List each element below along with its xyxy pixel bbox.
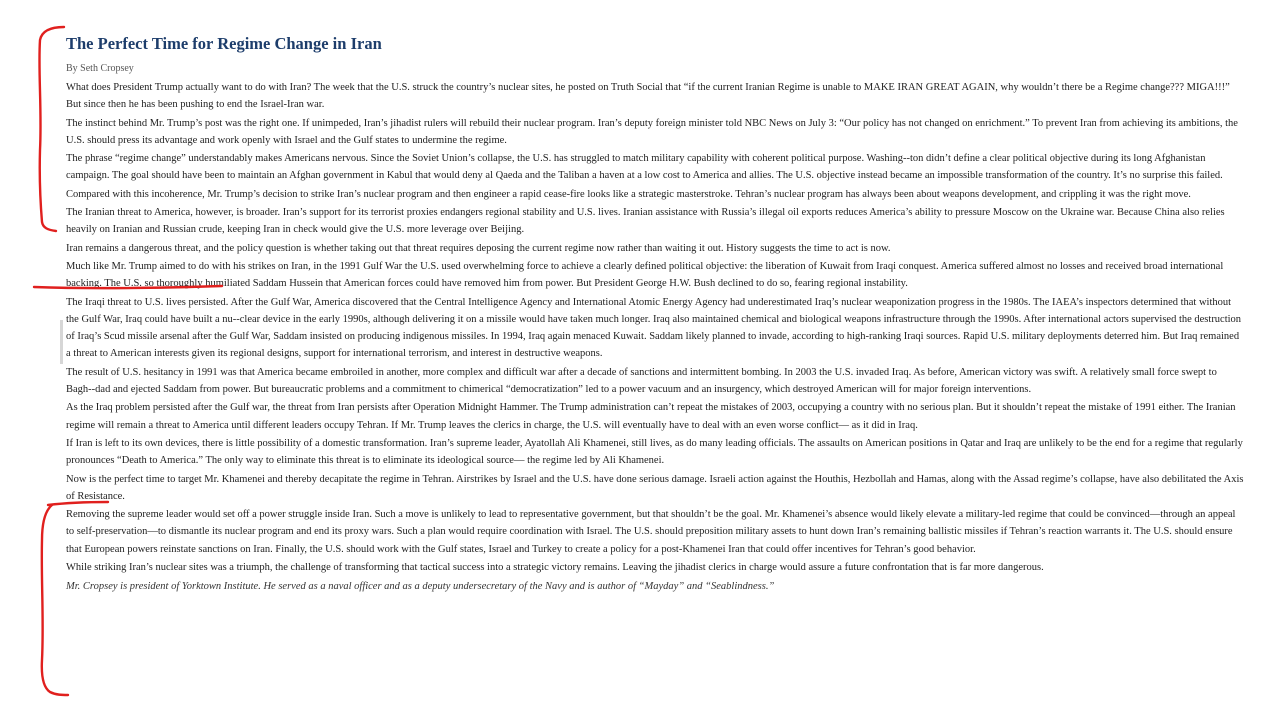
- underlined-phrase: Iran remains a dangerous threat,: [66, 242, 201, 254]
- paragraph: The instinct behind Mr. Trump’s post was the right one. If unimpeded, Iran’s jihadist rulers will rebuild their nuclear program. Iran’s deputy foreign minister told NBC News on July 3: “Our policy has not changed on enrichment.” To prevent Iran from achieving its ambitions, the U.S. should press its advantage and work openly with Israel and the Gulf states to undermine the regime.: [66, 117, 1238, 146]
- article: [66, 30, 1244, 597]
- paragraph: Much like Mr. Trump aimed to do with his strikes on Iran, in the 1991 Gulf War the U.S. used overwhelming force to achieve a clearly defined political objective: the liberation of Kuwait from Iraqi conquest. America suffered almost no losses and received broad international backing. The U.S. so thoroughly humiliated Saddam Hussein that American forces could have removed him from power. But President George H.W. Bush declined to do so, fearing regional instability.: [66, 261, 1224, 290]
- paragraph: If Iran is left to its own devices, there is little possibility of a domestic transformation. Iran’s supreme leader, Ayatollah Ali Khamenei, still lives, as do many leading officials. The assaults on American positions in Qatar and Iraq are unlikely to be the end for a regime that regularly pronounces “Death to America.” The only way to eliminate this threat is to eliminate its ideological source— the regime led by Ali Khamenei.: [66, 437, 1243, 467]
- bottom-bracket: [42, 505, 68, 695]
- paragraph: The Iranian threat to America, however, is broader. Iran’s support for its terrorist proxies endangers regional stability and U.S. lives. Iranian assistance with Russia’s illegal oil exports reduces America’s ability to pressure Moscow on the Ukraine war. Because China also relies heavily on Iranian and Russian crude, keeping Iran in check would give the U.S. more leverage over Beijing.: [66, 207, 1225, 236]
- paragraph-remainder: and the policy question is whether taking out that threat requires deposing the current regime now rather than waiting it out. History suggests the time to act is now.: [200, 242, 891, 254]
- paragraph: Now is the perfect time to target Mr. Khamenei and thereby decapitate the regime in Tehran. Airstrikes by Israel and the U.S. have done serious damage. Israeli action against the Houthis, Hezbollah and Hamas, along with the Assad regime’s collapse, have also debilitated the Axis of Resistance.: [66, 473, 1244, 502]
- paragraph: As the Iraq problem persisted after the Gulf war, the threat from Iran persists after Operation Midnight Hammer. The Trump administration can’t repeat the mistakes of 2003, occupying a country with no serious plan. But it shouldn’t repeat the mistake of 1991 either. The Iranian regime will remain a threat to America until different leaders occupy Tehran. If Mr. Trump leaves the clerics in charge, the U.S. will eventually have to deal with an even worse conflict— as it did in Iraq.: [66, 402, 1236, 431]
- paragraph-highlighted: [66, 240, 1244, 257]
- paragraph: Compared with this incoherence, Mr. Trump’s decision to strike Iran’s nuclear program and then engineer a rapid cease-fire looks like a strategic masterstroke. Tehran’s nuclear program has always been about weapons development, and crippling it was the right move.: [66, 188, 1191, 200]
- paragraph: The phrase “regime change” understandably makes Americans nervous. Since the Soviet Union’s collapse, the U.S. has struggled to match military capability with coherent political purpose. Washing--ton didn’t define a clear political objective during its long Afghanistan campaign. The goal should have been to maintain an Afghan government in Kabul that would deny al Qaeda and the Taliban a haven at a low cost to America and allies. The U.S. objective instead became an impossible transformation of the country. It’s no surprise this failed.: [66, 153, 1223, 182]
- article-byline: By Seth Cropsey: [66, 63, 134, 74]
- paragraph: The result of U.S. hesitancy in 1991 was that America became embroiled in another, more complex and difficult war after a decade of sanctions and intermittent bombing. In 2003 the U.S. invaded Iraq. As before, American victory was swift. A relatively small force swept to Bagh--dad and ejected Saddam from power. But bureaucratic problems and a commitment to chimerical “democratization” led to a power vacuum and an insurgency, which destroyed American will for major foreign interventions.: [66, 366, 1217, 395]
- article-title: The Perfect Time for Regime Change in Iran: [66, 34, 382, 53]
- paragraph: The Iraqi threat to U.S. lives persisted. After the Gulf War, America discovered that the Central Intelligence Agency and International Atomic Energy Agency had underestimated Iraq’s nuclear weaponization progress in the 1980s. The IAEA’s inspectors determined that without the Gulf War, Iraq could have built a nu--clear device in the early 1990s, although delivering it on a missile would have taken much longer. Iraq also maintained chemical and biological weapons infrastructure through the 1990s. After international actors supervised the destruction of Iraq’s Scud missile arsenal after the Gulf War, Saddam insisted on producing indigenous missiles. In 1994, Iraq again menaced Kuwait. Saddam likely planned to invade, according to high-ranking Iraqi sources. Rapid U.S. military deployments deterred him. But Iraq remained a threat to American interests given its regional designs, support for international terrorism, and interest in destructive weapons.: [66, 296, 1242, 360]
- scroll-marker: [60, 320, 63, 364]
- paragraph: What does President Trump actually want to do with Iran? The week that the U.S. struck the country’s nuclear sites, he posted on Truth Social that “if the current Iranian Regime is unable to MAKE IRAN GREAT AGAIN, why wouldn’t there be a Regime change??? MIGA!!!” But since then he has been pushing to end the Israel-Iran war.: [66, 82, 1230, 111]
- paragraph: While striking Iran’s nuclear sites was a triumph, the challenge of transforming that tactical success into a strategic victory remains. Leaving the jihadist clerics in charge would assure a future confrontation that is far more dangerous.: [66, 561, 1044, 573]
- top-bracket: [39, 27, 64, 231]
- author-note: Mr. Cropsey is president of Yorktown Institute. He served as a naval officer and as a deputy undersecretary of the Navy and is author of “Mayday” and “Seablindness.”: [66, 581, 775, 593]
- paragraph: Removing the supreme leader would set off a power struggle inside Iran. Such a move is unlikely to lead to representative government, but that shouldn’t be the goal. Mr. Khamenei’s absence would likely elevate a military-led regime that could be convinced—through an appeal to self-preservation—to dismantle its nuclear program and end its proxy wars. Such a plan would require coordination with Israel. The U.S. should preposition military assets to hunt down Iran’s remaining ballistic missiles if Tehran’s reaction warrants it. The U.S. should ensure that European powers reinstate sanctions on Iran. Finally, the U.S. should work with the Gulf states, Israel and Turkey to create a policy for a post-Khamenei Iran that could offer incentives for Tehran’s good behavior.: [66, 509, 1236, 555]
